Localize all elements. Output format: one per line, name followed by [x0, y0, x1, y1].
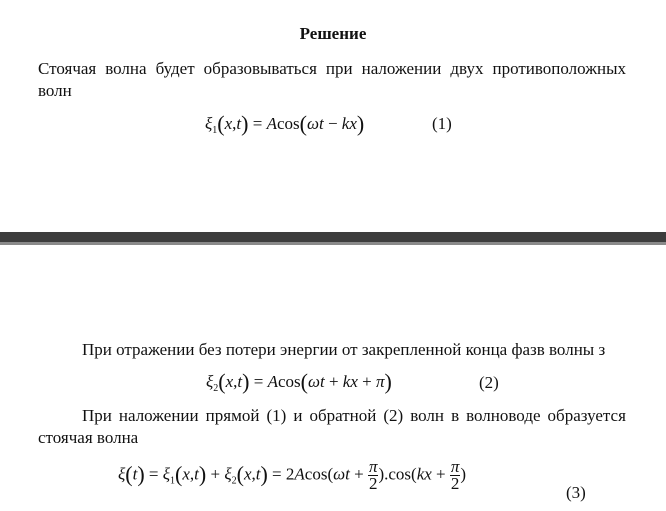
word: наложении [118, 406, 199, 425]
word: образовываться [203, 59, 317, 78]
paragraph-2: При отражении без потери энергии от закрепленной конца фазв волны з [82, 340, 606, 359]
word: наложении [361, 59, 442, 78]
word: (1) [266, 406, 287, 425]
equation-1-number: (1) [432, 114, 452, 133]
equation-1: $\xi_1(x,t) = Acos(\omega t - kx)$ [205, 111, 365, 136]
word: двух [450, 59, 484, 78]
word: прямой [205, 406, 260, 425]
word: Стоячая [38, 59, 97, 78]
equation-2: $\xi_2(x,t) = Acos(\omega t$ + kx + π) [206, 369, 392, 394]
word: образуется [547, 406, 626, 425]
equation-2-number: (2) [479, 373, 499, 392]
paragraph-1-line-1 [38, 58, 626, 80]
word: противоположных [492, 59, 626, 78]
word: (2) [383, 406, 404, 425]
word: волн [410, 406, 445, 425]
page-upper [0, 0, 666, 232]
word: будет [155, 59, 195, 78]
word: обратной [309, 406, 377, 425]
word: в [451, 406, 460, 425]
equation-3: $\xi(t) = \xi_1(x,t) + \xi_2(x,t) = 2Acos(\omega t$ + $\frac{\pi}{2}$ ).cos(kx + $\frac{\pi}{2}$ ) [118, 457, 467, 493]
word: волна [105, 59, 147, 78]
word: волноводе [466, 406, 541, 425]
page-separator [0, 232, 666, 245]
equation-3-number: (3) [566, 483, 586, 502]
page-lower [0, 245, 666, 511]
paragraph-3-line-1 [82, 405, 626, 427]
word: при [325, 59, 353, 78]
paragraph-3-line-2: стоячая волна [38, 428, 139, 447]
word: При [82, 406, 112, 425]
paragraph-1-line-2: волн [38, 81, 72, 100]
heading-solution: Решение [299, 24, 367, 43]
word: и [293, 406, 303, 425]
